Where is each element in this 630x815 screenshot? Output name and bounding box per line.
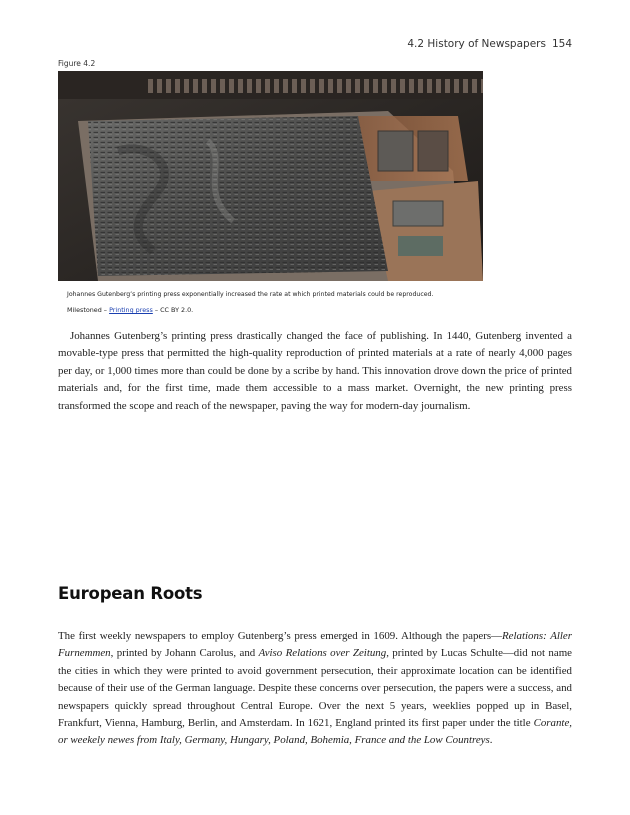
- credit-link[interactable]: Printing press: [109, 306, 153, 314]
- text-run: , printed by Lucas Schulte—did not name the cities in which they were printed to avoid government persecution, their approximate location can be identified because of their use of the German language. Despite these concerns over persecution, the papers were a success, and newspapers quickly spread throughout Central Europe. Over the next 5 years, weeklies popped up in Basel, Frankfurt, Vienna, Hamburg, Berlin, and Amsterdam. In 1621, England printed its first paper under the title: [58, 647, 572, 730]
- paper-title-aviso: Aviso Relations over Zeitung: [258, 647, 387, 660]
- figure-label: Figure 4.2: [58, 59, 96, 68]
- text-run: , printed by Johann Carolus, and: [110, 647, 259, 660]
- figure-credit: [67, 306, 193, 314]
- intro-paragraph: Johannes Gutenberg’s printing press drastically changed the face of publishing. In 1440, Gutenberg invented a movable-type press that permitted the high-quality reproduction of printed materials at a rate of nearly 4,000 pages per day, or 1,000 times more than could be done by a scribe by hand. This innovation drove down the price of printed materials and, for the first time, made them accessible to a mass market. Overnight, the new printing press transformed the scope and reach of the newspaper, paving the way for modern-day journalism.: [58, 330, 572, 412]
- credit-suffix: – CC BY 2.0.: [154, 306, 194, 314]
- text-run: The first weekly newspapers to employ Gutenberg’s press emerged in 1609. Although the papers—: [58, 630, 503, 642]
- paper-title-relations: Relations: Aller Furnemmen: [58, 630, 572, 660]
- paper-title-corante: Corante, or weekely newes from Italy, Germany, Hungary, Poland, Bohemia, France and the Low Countreys: [58, 717, 572, 747]
- text-run: .: [489, 734, 493, 747]
- figure-caption: Johannes Gutenberg’s printing press exponentially increased the rate at which printed materials could be reproduced.: [67, 291, 434, 298]
- printing-press-photo: [58, 71, 483, 281]
- section-heading: European Roots: [58, 584, 203, 603]
- body-paragraph: [58, 628, 572, 750]
- credit-prefix: Milestoned –: [67, 306, 108, 314]
- running-head-section: 4.2 History of Newspapers: [407, 38, 546, 50]
- page-number: 154: [551, 38, 572, 50]
- running-head: [407, 38, 572, 50]
